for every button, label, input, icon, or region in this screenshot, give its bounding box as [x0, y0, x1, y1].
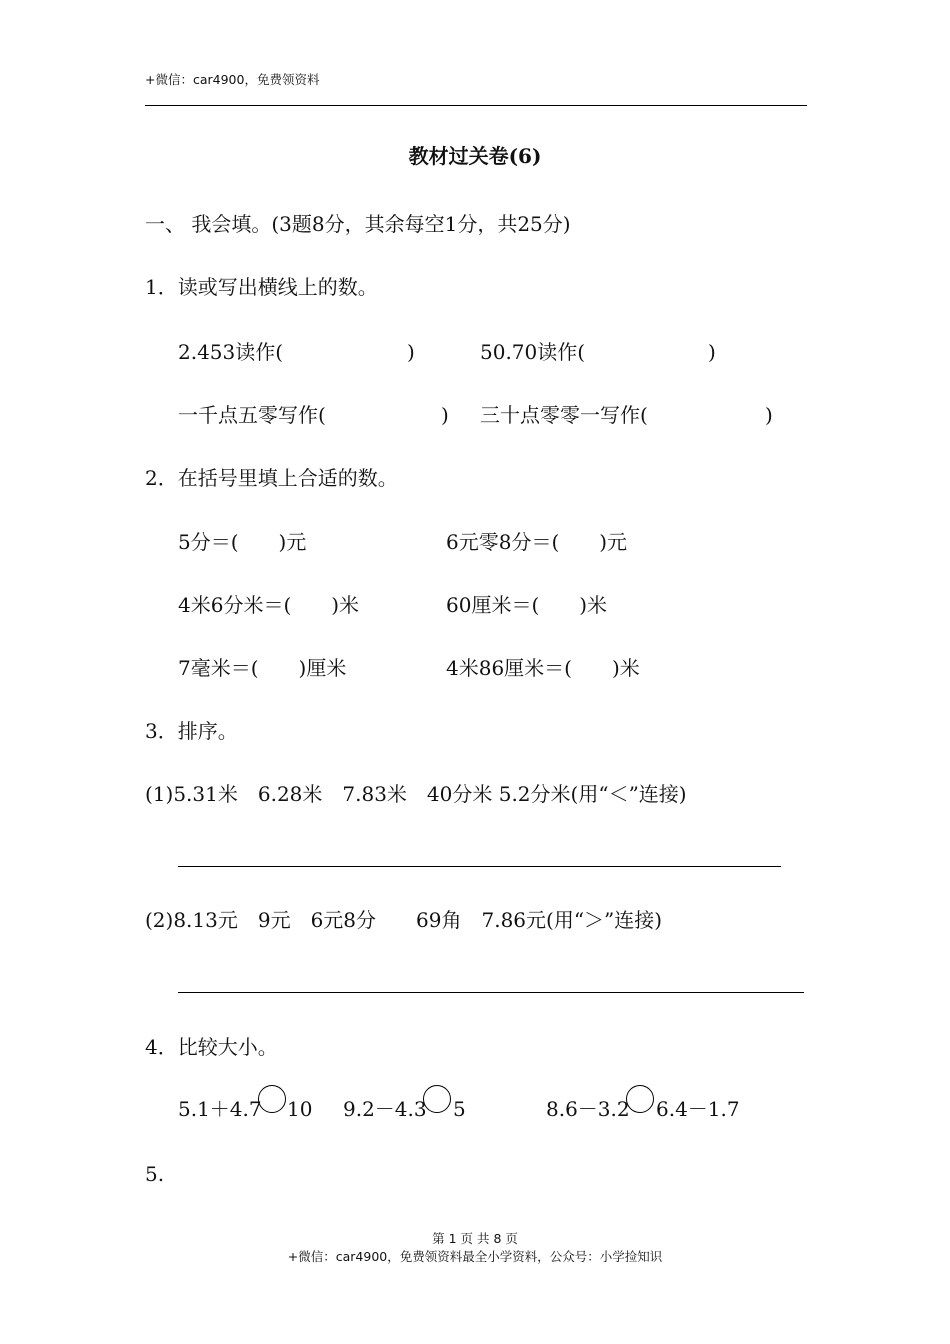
q4-c1-left: 5.1＋4.7 — [178, 1097, 262, 1121]
q4-compare-circle[interactable] — [258, 1085, 286, 1113]
section-heading: 一、 我会填。(3题8分，其余每空1分，共25分) — [145, 212, 571, 236]
q1-item-a-close: ) — [407, 340, 415, 364]
q4-prompt: 4．比较大小。 — [145, 1035, 278, 1059]
q5-prompt: 5. — [145, 1162, 165, 1186]
q2-prompt: 2．在括号里填上合适的数。 — [145, 466, 398, 490]
q2-item: 4米86厘米＝( )米 — [446, 656, 640, 680]
q1-item-a: 2.453读作( — [178, 340, 284, 364]
q4-c2-right: 5 — [453, 1097, 466, 1121]
q1-item-d-close: ) — [765, 403, 773, 427]
q3-part1: (1)5.31米 6.28米 7.83米 40分米 5.2分米(用“＜”连接) — [145, 782, 687, 806]
q4-compare-circle[interactable] — [423, 1085, 451, 1113]
q1-item-c: 一千点五零写作( — [178, 403, 326, 427]
q4-c1-right: 10 — [287, 1097, 313, 1121]
q4-compare-circle[interactable] — [626, 1085, 654, 1113]
q4-c3-left: 8.6－3.2 — [546, 1097, 630, 1121]
header-watermark: +微信：car4900，免费领资料 — [145, 72, 320, 87]
q1-item-c-close: ) — [441, 403, 449, 427]
q2-item: 4米6分米＝( )米 — [178, 593, 360, 617]
q4-c2-left: 9.2－4.3 — [343, 1097, 427, 1121]
q2-item: 5分＝( )元 — [178, 530, 307, 554]
header-rule — [145, 105, 807, 106]
footer-page-number: 第 1 页 共 8 页 — [432, 1231, 518, 1246]
q1-item-d: 三十点零零一写作( — [480, 403, 648, 427]
footer-watermark: +微信：car4900，免费领资料最全小学资料，公众号：小学捡知识 — [287, 1249, 663, 1264]
q3-prompt: 3．排序。 — [145, 719, 238, 743]
page-title: 教材过关卷(6) — [408, 144, 542, 168]
q2-item: 6元零8分＝( )元 — [446, 530, 628, 554]
q1-prompt: 1．读或写出横线上的数。 — [145, 275, 378, 299]
q3-answer-line-2[interactable] — [178, 992, 804, 993]
q2-item: 7毫米＝( )厘米 — [178, 656, 347, 680]
q1-item-b-close: ) — [708, 340, 716, 364]
q1-item-b: 50.70读作( — [480, 340, 586, 364]
q2-item: 60厘米＝( )米 — [446, 593, 608, 617]
q4-c3-right: 6.4－1.7 — [656, 1097, 740, 1121]
q3-part2: (2)8.13元 9元 6元8分 69角 7.86元(用“＞”连接) — [145, 908, 663, 932]
q3-answer-line-1[interactable] — [178, 866, 781, 867]
